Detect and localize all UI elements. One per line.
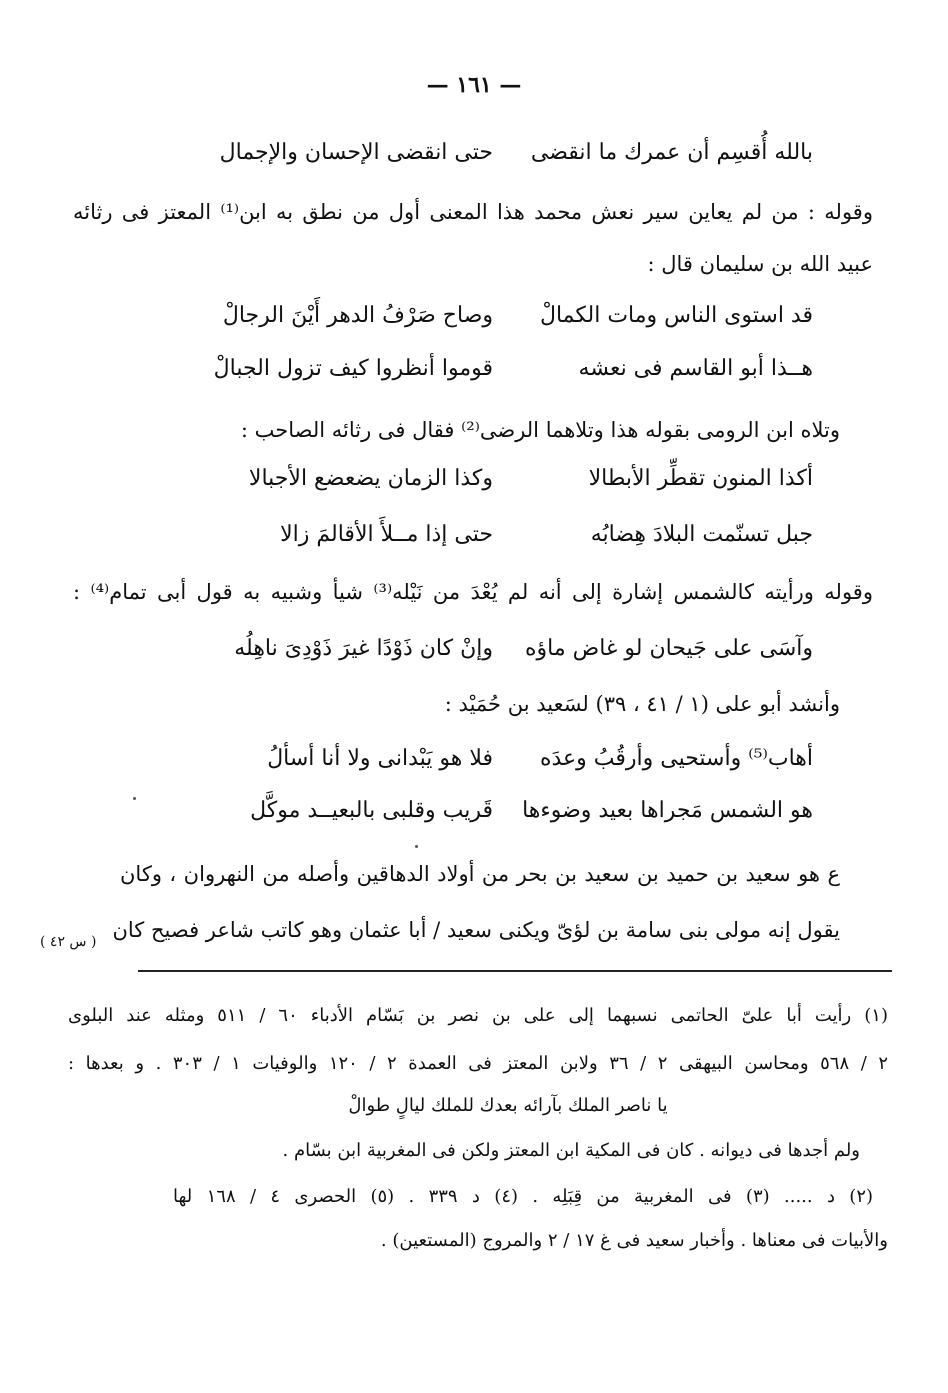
scan-speck: [415, 845, 418, 848]
paragraph-line: وقوله ورأيته كالشمس إشارة إلى أنه لم يُعْدَ من نَيْله⁽³⁾ شيأ وشبيه به قول أبى تمام⁽⁴⁾ :: [73, 580, 873, 604]
verse-first-hemistich: هــذا أبو القاسم فى نعشه: [578, 356, 813, 381]
verse-second-hemistich: حتى إذا مــلأَ الأقالمَ زالا: [280, 522, 493, 547]
paragraph-line: وتلاه ابن الرومى بقوله هذا وتلاهما الرضى⁽²⁾ فقال فى رثائه الصاحب :: [240, 418, 840, 442]
page-number: — ١٦١ —: [426, 72, 522, 98]
footnote-verse: يا ناصر الملك بآرائه بعدك للملك ليالٍ طوالْ: [348, 1095, 668, 1116]
footnote-line: (٢) د ..... (٣) فى المغربية من قِبَلِه . (٤) د ٣٣٩ . (٥) الحصرى ٤ / ١٦٨ لها: [173, 1186, 874, 1207]
footnote-separator: [138, 970, 892, 972]
verse-first-hemistich: أكذا المنون تقطِّر الأبطالا: [588, 466, 813, 491]
paragraph-line: وأنشد أبو على (١ / ٤١ ، ٣٩) لسَعيد بن حُمَيْد :: [444, 692, 840, 716]
footnote-line: ٢ / ٥٦٨ ومحاسن البيهقى ٢ / ٣٦ ولابن المعتز فى العمدة ٢ / ١٢٠ والوفيات ١ / ٣٠٣ . و بعدها :: [68, 1053, 888, 1074]
paragraph-line: وقوله : من لم يعاين سير نعش محمد هذا المعنى أول من نطق به ابن⁽¹⁾ المعتز فى رثائه: [73, 200, 873, 224]
footnote-line: ولم أجدها فى ديوانه . كان فى المكية ابن المعتز ولكن فى المغربية ابن بسّام .: [282, 1140, 860, 1161]
footnote-line: (١) رأيت أبا علىّ الحاتمى نسبهما إلى على بن نصر بن بَسّام الأدباء ٦٠ / ٥١١ ومثله عند البلوى: [68, 1005, 888, 1026]
verse-second-hemistich: وإنْ كان ذَوْدًا غيرَ ذَوْدِىَ ناهِلُه: [234, 636, 493, 661]
verse-second-hemistich: وكذا الزمان يضعضع الأجبالا: [248, 466, 493, 491]
verse-first-hemistich: قد استوى الناس ومات الكمالْ: [539, 303, 813, 328]
verse-second-hemistich: فلا هو يَبْدانى ولا أنا أسألُ: [267, 746, 493, 771]
paragraph-line: ع هو سعيد بن حميد بن سعيد بن بحر من أولاد الدهاقين وأصله من النهروان ، وكان: [120, 862, 840, 886]
verse-second-hemistich: قَريب وقلبى بالبعيــد موكَّل: [250, 798, 493, 823]
verse-second-hemistich: وصاح صَرْفُ الدهر أَيْنَ الرجالْ: [222, 303, 493, 328]
verse-first-hemistich: جبل تسنّمت البلادَ هِضابُه: [590, 522, 813, 547]
verse-first-hemistich: هو الشمس مَجراها بعيد وضوءها: [522, 798, 813, 823]
footnote-line: والأبيات فى معناها . وأخبار سعيد فى غ ١٧ / ٢ والمروج (المستعين) .: [380, 1230, 888, 1251]
verse-first-hemistich: أهاب⁽⁵⁾ وأستحيى وأرقُبُ وعدَه: [539, 746, 813, 771]
paragraph-line: عبيد الله بن سليمان قال :: [647, 252, 873, 276]
opening-verse-second-hemistich: حتى انقضى الإحسان والإجمال: [219, 140, 493, 165]
verse-first-hemistich: وآسَى على جَيحان لو غاض ماؤه: [524, 636, 813, 661]
scan-speck: [133, 797, 136, 800]
margin-page-reference: ( س ٤٢ ): [40, 934, 97, 950]
opening-verse-first-hemistich: بالله أُقسِم أن عمرك ما انقضى: [530, 140, 813, 165]
verse-second-hemistich: قوموا أنظروا كيف تزول الجبالْ: [213, 356, 493, 381]
paragraph-line: يقول إنه مولى بنى سامة بن لؤىّ ويكنى سعيد / أبا عثمان وهو كاتب شاعر فصيح كان: [112, 918, 840, 942]
